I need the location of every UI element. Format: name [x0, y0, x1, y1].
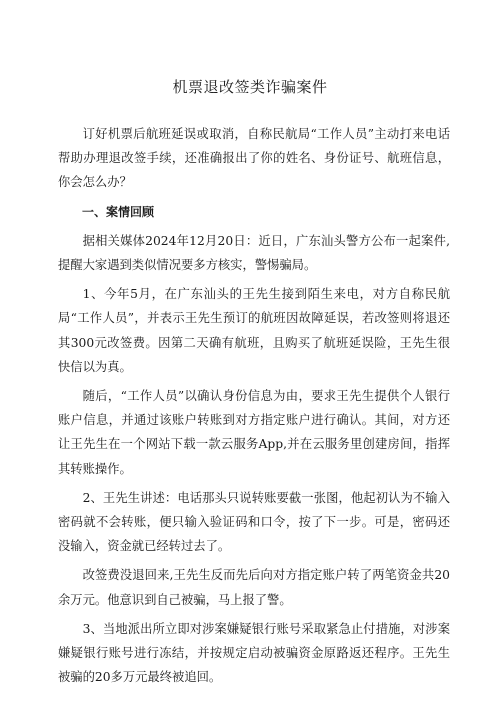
paragraph-item-1: 1、今年5月，在广东汕头的王先生接到陌生来电，对方自称民航局“工作人员”，并表示王先生预订的航班因故障延误，若改签则将退还其300元改签费。因第二天确有航班，且购买了航班延误险，王先生很快信以为真。 [58, 287, 450, 374]
paragraph-loss: 改签费没退回来,王先生反而先后向对方指定账户转了两笔资金共20余万元。他意识到自己被骗，马上报了警。 [58, 568, 450, 607]
document-body [58, 122, 450, 694]
intro-paragraph: 订好机票后航班延误或取消，自称民航局“工作人员”主动打来电话帮助办理退改签手续，还准确报出了你的姓名、身份证号、航班信息，你会怎么办？ [58, 127, 450, 190]
paragraph-follow-up: 随后，“工作人员”以确认身份信息为由，要求王先生提供个人银行账户信息，并通过该账户转账到对方指定账户进行确认。其间，对方还让王先生在一个网站下载一款云服务App,并在云服务里创建房间，指挥其转账操作。 [58, 389, 450, 476]
paragraph-item-2: 2、王先生讲述：电话那头只说转账要截一张图，他起初认为不输入密码就不会转账，便只输入验证码和口令，按了下一步。可是，密码还没输入，资金就已经转过去了。 [58, 490, 450, 554]
paragraph-item-3: 3、当地派出所立即对涉案嫌疑银行账号采取紧急止付措施，对涉案嫌疑银行账号进行冻结，并按规定启动被骗资金原路返还程序。王先生被骗的20多万元最终被追回。 [58, 621, 450, 685]
section-heading-case-review: 一、案情回顾 [82, 204, 155, 219]
document-title: 机票退改签类诈骗案件 [172, 78, 328, 96]
paragraph-report: 据相关媒体2024年12月20日：近日，广东汕头警方公布一起案件,提醒大家遇到类似情况要多方核实，警惕骗局。 [58, 233, 450, 273]
